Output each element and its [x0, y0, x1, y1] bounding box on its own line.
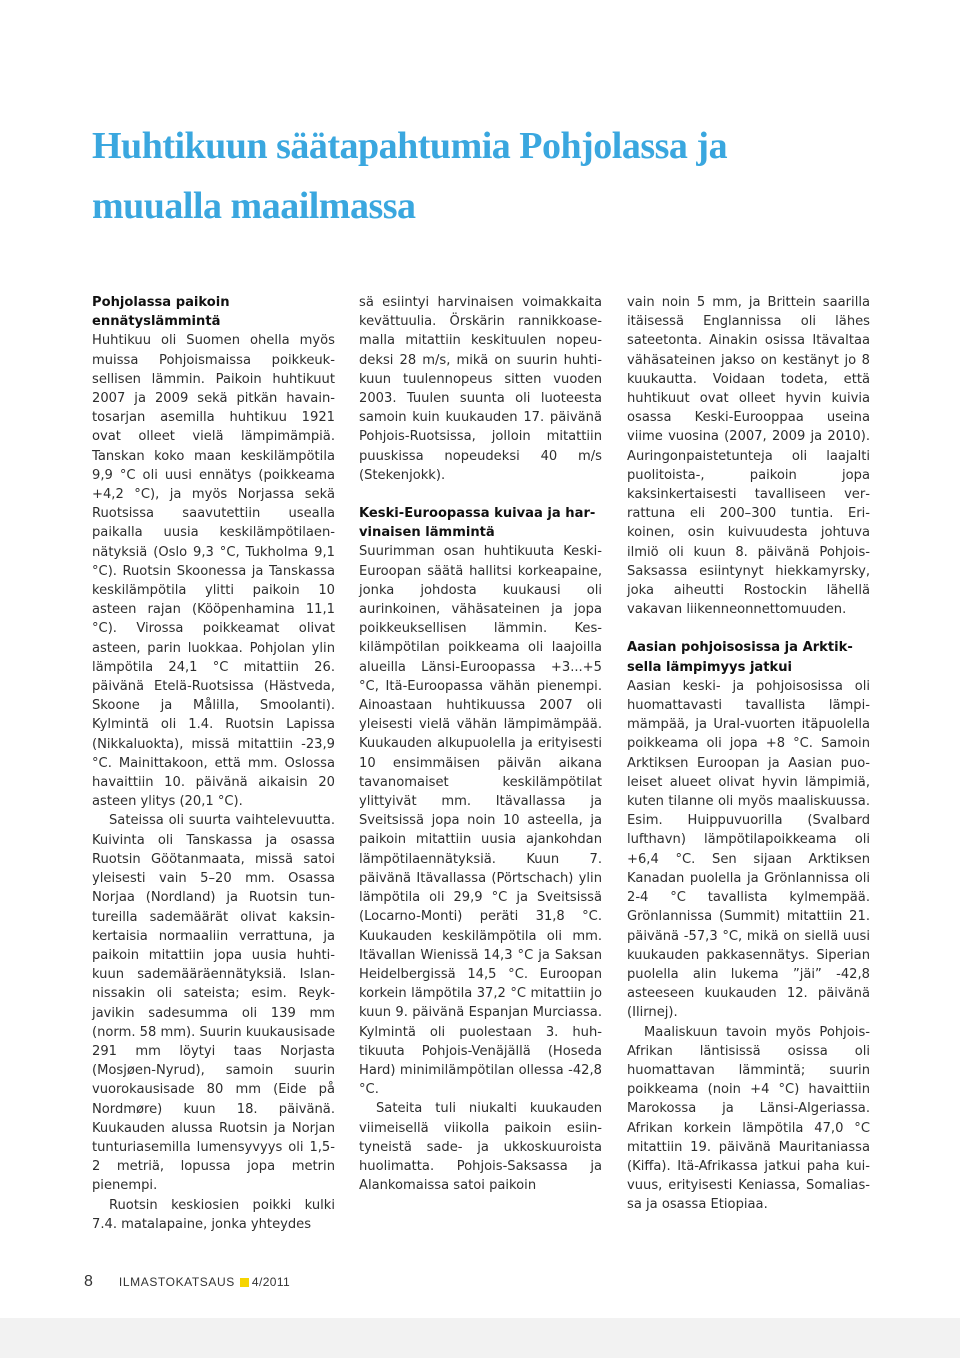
paragraph: sä esiintyi harvinaisen voimakkaita kevättuulia. Örskärin rannikkoasemalla mitattiin keskituulen nopeudeksi 28 m/s, mikä on suurin huhtikuun tuulennopeus sitten vuoden 2003. Tuulen suunta oli luoteesta samoin kuin kuukauden 17. päivänä Pohjois-Ruotsissa, jolloin mitattiin puuskissa nopeudeksi 40 m/s (Stekenjokk).	[359, 295, 602, 483]
section-heading-pohjola: Pohjolassa paikoin ennätyslämmintä	[92, 295, 230, 330]
section-heading-keski-eurooppa: Keski-Euroopassa kuivaa ja harvinaisen lämmintä	[359, 506, 596, 541]
paragraph: Suurimman osan huhtikuuta Keski-Euroopan säätä hallitsi korkeapaine, jonka johdosta kuukausi oli aurinkoinen, vähäsateinen ja jopa poikkeuksellisen lämmin. Keskilämpötilan poikkeama oli laajoilla alueilla Länsi-Euroopassa +3...+5 °C, Itä-Euroopassa vähän pienempi. Ainoastaan huhtikuussa 2007 oli yleisesti vielä vähän lämpimämpää. Kuukauden alkupuolella ja erityisesti 10 ensimmäisen päivän aikana tavanomaiset keskilämpötilat ylittyivät mm. Itävallassa ja Sveitsissä jopa noin 10 asteella, ja paikoin mitattiin uusia ajankohdan lämpötilaennätyksiä. Kuun 7. päivänä Itävallassa (Pörtschach) ylin lämpötila oli 29,9 °C ja Sveitsissä (Locarno-Monti) peräti 31,8 °C. Kuukauden keskilämpötila oli mm. Itävallan Wienissä 14,3 °C ja Saksan Heidelbergissä 14,5 °C. Euroopan korkein lämpötila 37,2 °C mitattiin jo kuun 9. päivänä Espanjan Murciassa. Kylmintä oli puolestaan 3. huhtikuuta Pohjois-Venäjällä (Hoseda Hard) minimilämpötilan ollessa -42,8 °C.	[359, 544, 602, 1098]
page-number: 8	[84, 1273, 93, 1290]
bottom-band	[0, 1318, 960, 1358]
paragraph: Huhtikuu oli Suomen ohella myös muissa Pohjoismaissa poikkeuksellisen lämmin. Paikoin huhtikuut 2007 ja 2009 sekä pitkän havaintosarjan asemilla huhtikuu 1921 ovat olleet vielä lämpimämpiä. Tanskan koko maan keskilämpötila 9,9 °C oli uusi ennätys (poikkeama +4,2 °C), ja myös Norjassa sekä Ruotsissa saavutettiin usealla paikalla uusia keskilämpötilaennätyksiä (Oslo 9,3 °C, Tukholma 9,1 °C). Ruotsin Skoonessa ja Tanskassa keskilämpötila ylitti paikoin 10 asteen rajan (Kööpenhamina 11,1 °C). Virossa poikkeamat olivat asteen, parin luokkaa. Pohjolan ylin lämpötila 24,1 °C mitattiin 26. päivänä Etelä-Ruotsissa (Hästveda, Skoone ja Målilla, Smoolanti). Kylmintä oli 1.4. Ruotsin Lapissa (Nikkaluokta), missä mitattiin -23,9 °C. Mainittakoon, että mm. Oslossa havaittiin 10. päivänä aikaisin 20 asteen ylitys (20,1 °C).	[92, 333, 335, 810]
paragraph: Aasian keski- ja pohjoisosissa oli huomattavasti tavallista lämpimämpää, ja Ural-vuorten itäpuolella poikkeama oli jopa +8 °C. Samoin Arktiksen Euroopan ja Aasian puoleiset alueet olivat hyvin lämpimiä, kuten tilanne oli myös maaliskuussa. Esim. Huippuvuorilla (Svalbard lufthavn) lämpötilapoikkeama oli +6,4 °C. Sen sijaan Arktiksen Kanadan puolella ja Grönlannissa oli 2-4 °C tavallista kylmempää. Grönlannissa (Summit) mitattiin 21. päivänä -57,3 °C, mikä on siellä uusi kuukauden pakkasennätys. Siperian puolella alin lukema ”jäi” -42,8 asteeseen kuukauden 12. päivänä (Ilirnej).	[627, 678, 870, 1021]
paragraph: Sateissa oli suurta vaihtelevuutta. Kuivinta oli Tanskassa ja osassa Ruotsin Göötanmaata, missä satoi yleisesti vain 5–20 mm. Osassa Norjaa (Nordland) ja Ruotsin tuntureilla sademäärät olivat kaksinkertaisia normaaliin verrattuna, ja paikoin mitattiin jopa uusia huhtikuun sademääräennätyksiä. Islannissakin oli sateista; esim. Reykjavikin sadesumma oli 139 mm (norm. 58 mm). Suurin kuukausisade 291 mm löytyi taas Norjasta (Mosjøen-Nyrud), samoin suurin vuorokausisade 80 mm (Eide på Nordmøre) kuun 18. päivänä. Kuukauden alussa Ruotsin ja Norjan tunturiasemilla lumensyvyys oli 1,5-2 metriä, lopussa jopa metrin pienempi.	[92, 813, 335, 1194]
paragraph: vain noin 5 mm, ja Brittein saarilla itäisessä Englannissa oli lähes sateetonta. Ainakin osissa Itävaltaa vähäsateinen jakso on kestänyt jo 8 kuukautta. Voidaan todeta, että huhtikuut ovat olleet hyvin kuivia osassa Keski-Eurooppaa useina viime vuosina (2007, 2009 ja 2010). Auringonpaistetunteja oli laajalti puolitoista-, paikoin jopa kaksinkertaisesti tavalliseen verrattuna eli 200–300 tuntia. Erikoinen, osin kuivuudesta johtuva ilmiö oli kuun 8. päivänä Pohjois-Saksassa esiintynyt hiekkamyrsky, joka aiheutti Rostockin lähellä vakavan liikenneonnettomuuden.	[627, 295, 870, 618]
paragraph: Sateita tuli niukalti kuukauden viimeisellä viikolla paikoin esiintyneistä sade- ja ukkoskuuroista huolimatta. Pohjois-Saksassa ja Alankomaissa satoi paikoin	[359, 1101, 602, 1194]
text-column-2	[359, 293, 602, 1195]
yellow-square-icon	[240, 1278, 249, 1287]
issue-number: 4/2011	[251, 1275, 291, 1289]
text-column-3	[627, 293, 870, 1215]
text-column-1	[92, 293, 335, 1234]
page-title: Huhtikuun säätapahtumia Pohjolassa ja muualla maailmassa	[92, 125, 728, 227]
section-heading-aasia: Aasian pohjoisosissa ja Arktiksella lämpimyys jatkui	[627, 640, 853, 675]
page-footer	[84, 1272, 290, 1292]
paragraph: Ruotsin keskiosien poikki kulki 7.4. matalapaine, jonka yhteydes	[92, 1197, 335, 1232]
magazine-name: ILMASTOKATSAUS	[118, 1275, 235, 1289]
paragraph: Maaliskuun tavoin myös Pohjois-Afrikan läntisissä osissa oli huomattavan lämmintä; suurin poikkeama (noin +4 °C) havaittiin Marokossa ja Länsi-Algeriassa. Afrikan korkein lämpötila 47,0 °C mitattiin 19. päivänä Mauritaniassa (Kiffa). Itä-Afrikassa jatkui paha kuivuus, erityisesti Keniassa, Somaliassa ja osassa Etiopiaa.	[627, 1024, 870, 1213]
